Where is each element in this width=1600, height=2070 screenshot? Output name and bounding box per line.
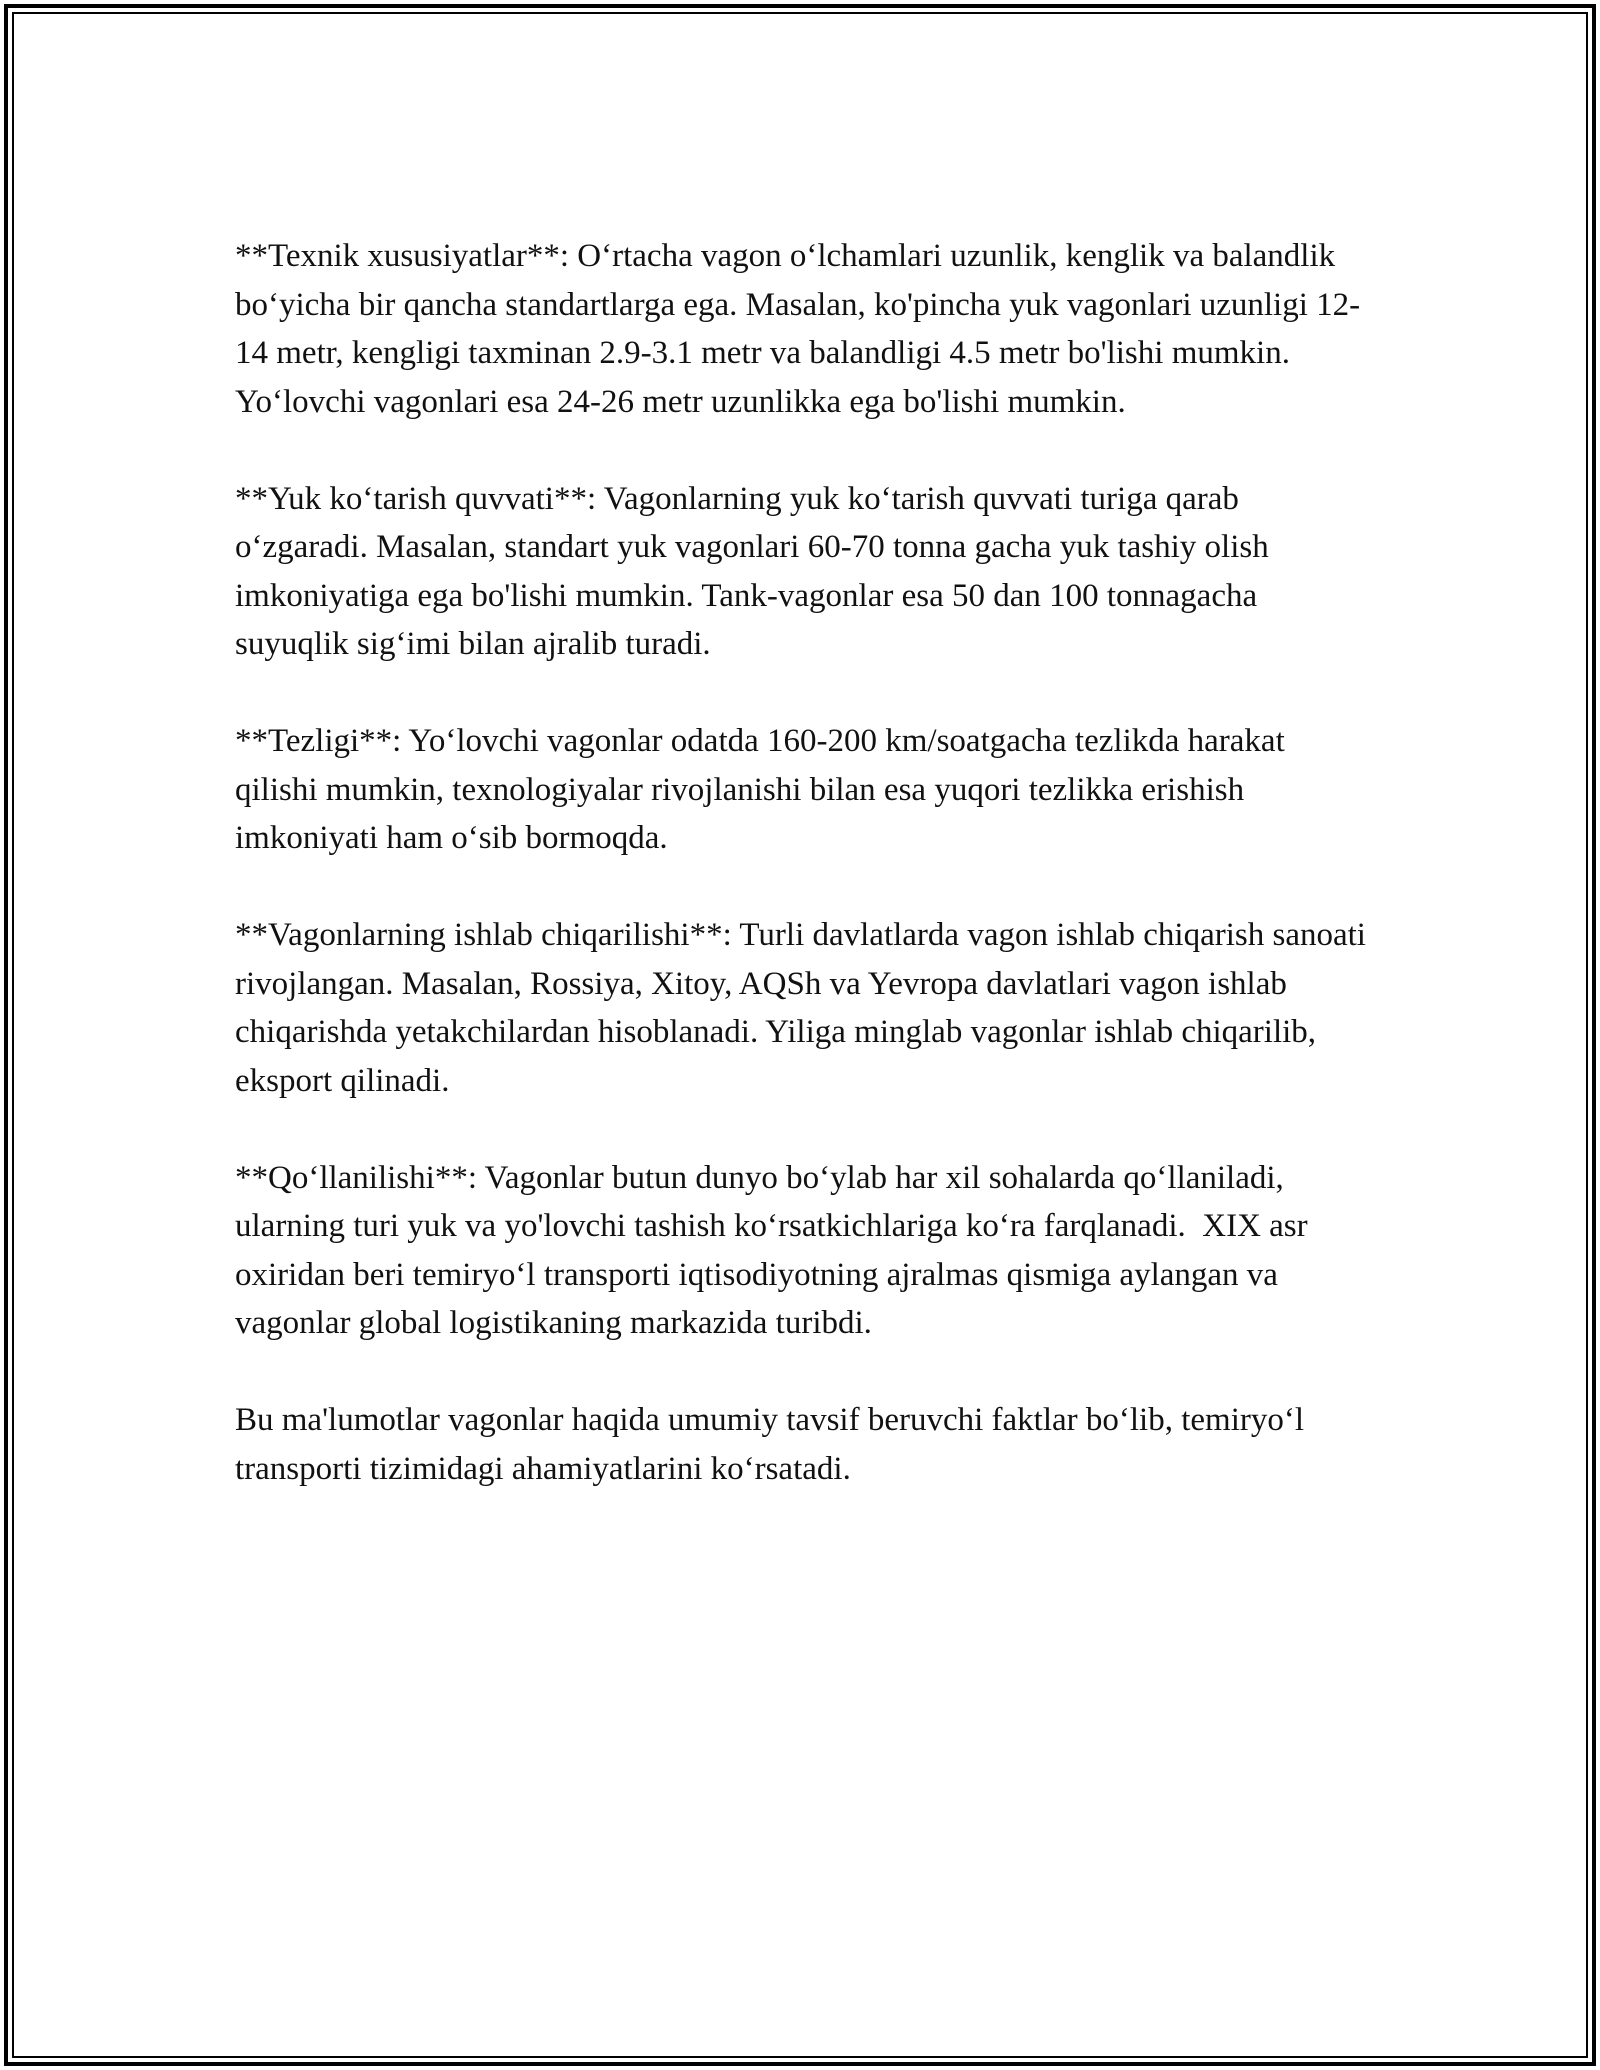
paragraph-manufacturing: **Vagonlarning ishlab chiqarilishi**: Turli davlatlarda vagon ishlab chiqarish sanoati rivojlangan. Masalan, Rossiya, Xitoy, AQSh va Yevropa davlatlari vagon ishlab chiqarishda yetakchilardan hisoblanadi. Yiliga minglab vagonlar ishlab chiqarilib, eksport qilinadi. [235, 917, 1375, 1099]
paragraph-load-capacity: **Yuk ko‘tarish quvvati**: Vagonlarning yuk ko‘tarish quvvati turiga qarab o‘zgaradi. Masalan, standart yuk vagonlari 60-70 tonna gacha yuk tashiy olish imkoniyatiga ega bo'lishi mumkin. Tank-vagonlar esa 50 dan 100 tonnagacha suyuqlik sig‘imi bilan ajralib turadi. [235, 480, 1277, 662]
paragraph-technical-specs: **Texnik xususiyatlar**: O‘rtacha vagon o‘lchamlari uzunlik, kenglik va balandlik bo‘yicha bir qancha standartlarga ega. Masalan, ko'pincha yuk vagonlari uzunligi 12-14 metr, kengligi taxminan 2.9-3.1 metr va balandligi 4.5 metr bo'lishi mumkin. Yo‘lovchi vagonlari esa 24-26 metr uzunlikka ega bo'lishi mumkin. [235, 238, 1361, 420]
document-body [235, 232, 1375, 1542]
paragraph-usage: **Qo‘llanilishi**: Vagonlar butun dunyo bo‘ylab har xil sohalarda qo‘llaniladi, ularning turi yuk va yo'lovchi tashish ko‘rsatkichlariga ko‘ra farqlanadi. XIX asr oxiridan beri temiryo‘l transporti iqtisodiyotning ajralmas qismiga aylangan va vagonlar global logistikaning markazida turibdi. [235, 1159, 1316, 1341]
paragraph-speed: **Tezligi**: Yo‘lovchi vagonlar odatda 160-200 km/soatgacha tezlikda harakat qilishi mumkin, texnologiyalar rivojlanishi bilan esa yuqori tezlikka erishish imkoniyati ham o‘sib bormoqda. [235, 723, 1293, 856]
paragraph-conclusion: Bu ma'lumotlar vagonlar haqida umumiy tavsif beruvchi faktlar bo‘lib, temiryo‘l transporti tizimidagi ahamiyatlarini ko‘rsatadi. [235, 1402, 1313, 1487]
